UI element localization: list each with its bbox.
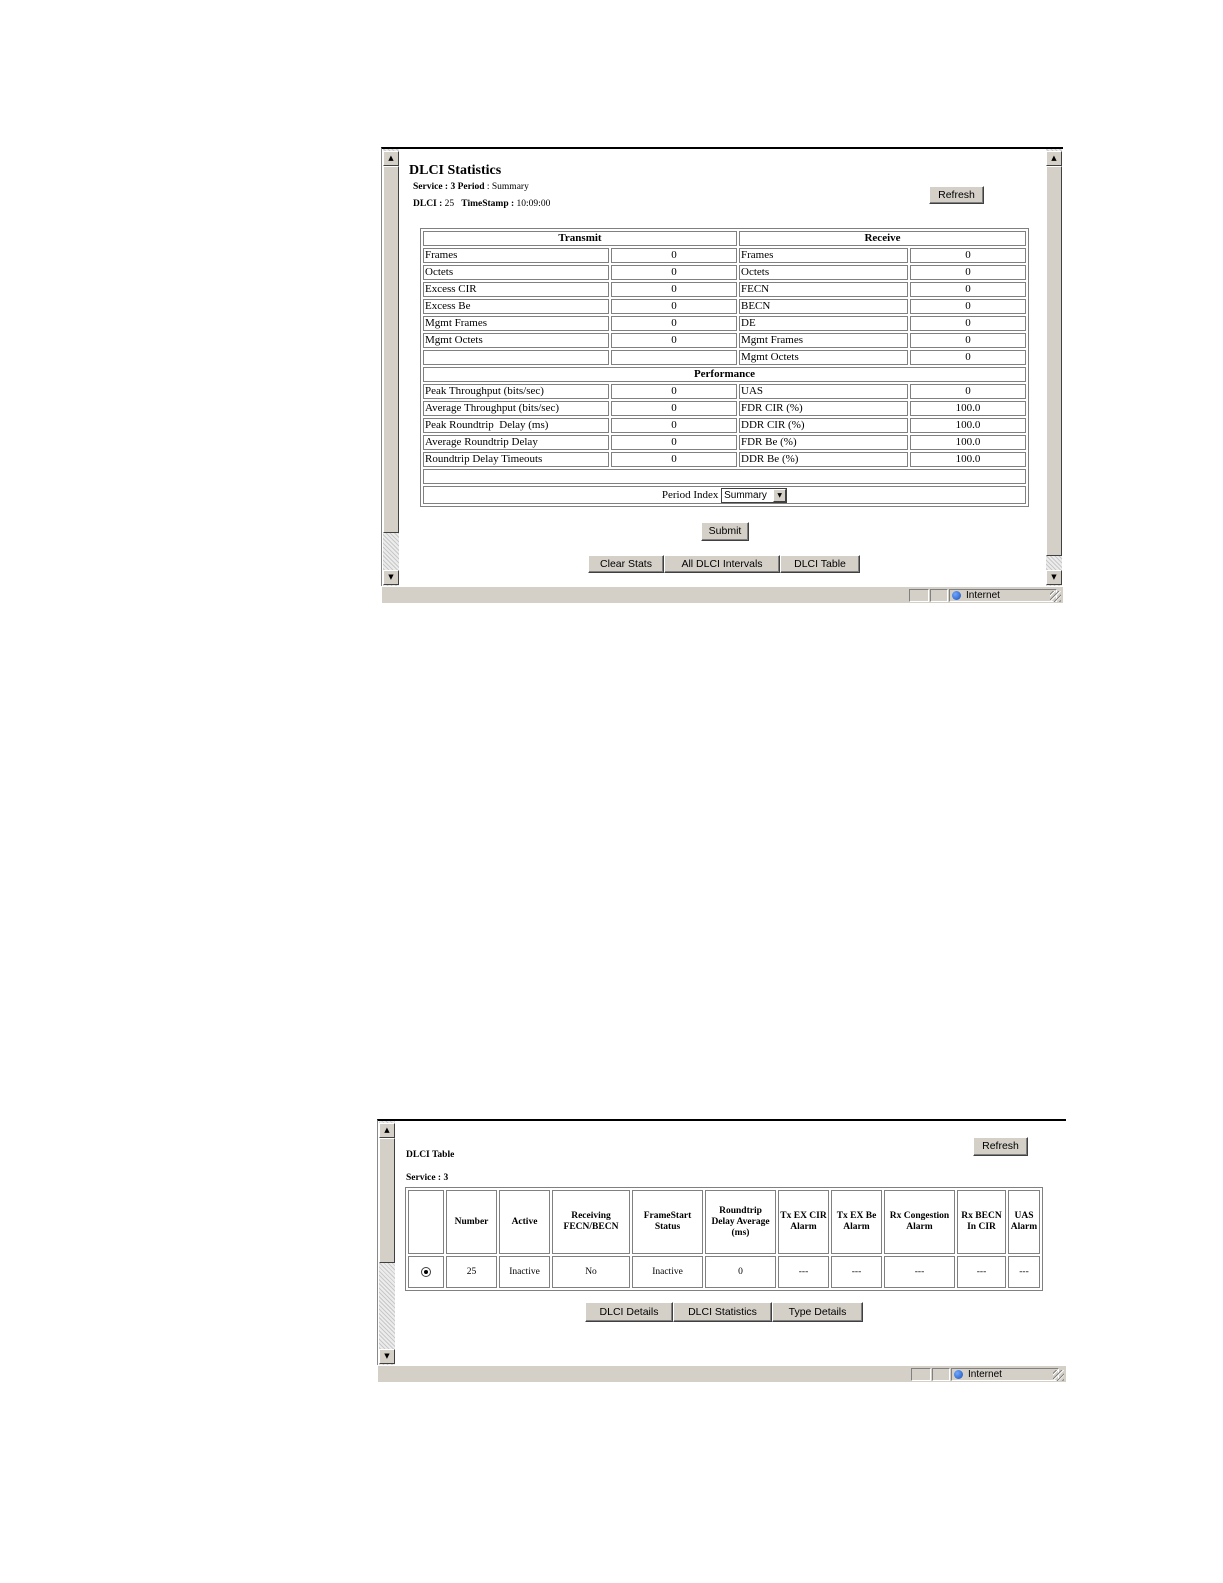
service-label: Service : <box>406 1173 442 1183</box>
perf-rx-value: 100.0 <box>910 401 1026 416</box>
rx-value: 0 <box>910 316 1026 331</box>
cell-number: 25 <box>446 1256 497 1288</box>
performance-header: Performance <box>423 367 1026 382</box>
globe-icon <box>952 591 961 600</box>
service-period-line <box>413 182 529 192</box>
column-header-roundtrip: Roundtrip Delay Average (ms) <box>705 1190 776 1254</box>
tx-value <box>611 350 737 365</box>
submit-button[interactable]: Submit <box>701 522 749 541</box>
cell-rx-congestion: --- <box>884 1256 955 1288</box>
scroll-down-icon[interactable]: ▼ <box>379 1349 395 1364</box>
dlci-details-button[interactable]: DLCI Details <box>585 1302 673 1322</box>
right-scrollbar[interactable] <box>1046 149 1062 586</box>
table-row <box>423 350 1026 365</box>
perf-tx-value: 0 <box>611 418 737 433</box>
status-bar <box>382 586 1063 603</box>
tx-value: 0 <box>611 316 737 331</box>
cell-receiving: No <box>552 1256 630 1288</box>
service-label: Service : <box>413 182 449 192</box>
globe-icon <box>954 1370 963 1379</box>
tx-label <box>423 350 609 365</box>
period-index-row <box>423 486 1026 504</box>
rx-label: Octets <box>739 265 908 280</box>
service-line <box>406 1173 448 1183</box>
status-zone <box>951 1368 1059 1381</box>
cell-tx-ex-be: --- <box>831 1256 882 1288</box>
left-scrollbar[interactable] <box>383 149 399 586</box>
cell-roundtrip: 0 <box>705 1256 776 1288</box>
column-header-rx-becn: Rx BECN In CIR <box>957 1190 1006 1254</box>
rx-label: Mgmt Octets <box>739 350 908 365</box>
table-row <box>423 316 1026 331</box>
resize-grip-icon[interactable] <box>1053 1370 1064 1381</box>
perf-rx-value: 100.0 <box>910 452 1026 467</box>
column-header-select <box>408 1190 444 1254</box>
timestamp-label: TimeStamp : <box>461 199 515 209</box>
rx-value: 0 <box>910 248 1026 263</box>
timestamp-value: 10:09:00 <box>516 199 551 209</box>
cell-tx-ex-cir: --- <box>778 1256 829 1288</box>
status-cell <box>932 1368 950 1381</box>
chevron-down-icon[interactable]: ▼ <box>773 489 786 502</box>
tx-label: Excess CIR <box>423 282 609 297</box>
column-header-rx-congestion: Rx Congestion Alarm <box>884 1190 955 1254</box>
perf-tx-value: 0 <box>611 384 737 399</box>
row-select-cell[interactable] <box>408 1256 444 1288</box>
cell-active: Inactive <box>499 1256 550 1288</box>
transmit-header: Transmit <box>423 231 737 246</box>
tx-label: Frames <box>423 248 609 263</box>
perf-rx-label: FDR Be (%) <box>739 435 908 450</box>
rx-value: 0 <box>910 350 1026 365</box>
perf-tx-label: Peak Roundtrip Delay (ms) <box>423 418 609 433</box>
table-row <box>423 452 1026 467</box>
rx-value: 0 <box>910 299 1026 314</box>
perf-tx-value: 0 <box>611 401 737 416</box>
perf-rx-label: DDR Be (%) <box>739 452 908 467</box>
tx-value: 0 <box>611 299 737 314</box>
tx-value: 0 <box>611 282 737 297</box>
scroll-up-icon[interactable]: ▲ <box>1046 151 1062 166</box>
rx-label: DE <box>739 316 908 331</box>
receive-header: Receive <box>739 231 1026 246</box>
perf-rx-value: 0 <box>910 384 1026 399</box>
column-header-framestart: FrameStart Status <box>632 1190 703 1254</box>
perf-tx-label: Average Throughput (bits/sec) <box>423 401 609 416</box>
scroll-up-icon[interactable]: ▲ <box>383 151 399 166</box>
tx-label: Mgmt Octets <box>423 333 609 348</box>
tx-label: Octets <box>423 265 609 280</box>
rx-label: Mgmt Frames <box>739 333 908 348</box>
status-zone <box>949 589 1057 602</box>
table-row <box>423 265 1026 280</box>
period-value: : Summary <box>486 182 529 192</box>
period-index-label: Period Index <box>661 489 719 501</box>
perf-rx-value: 100.0 <box>910 418 1026 433</box>
perf-rx-label: UAS <box>739 384 908 399</box>
cell-framestart: Inactive <box>632 1256 703 1288</box>
refresh-button[interactable]: Refresh <box>973 1137 1028 1156</box>
tx-value: 0 <box>611 265 737 280</box>
perf-rx-label: FDR CIR (%) <box>739 401 908 416</box>
column-header-tx-ex-cir: Tx EX CIR Alarm <box>778 1190 829 1254</box>
rx-value: 0 <box>910 333 1026 348</box>
service-value: 3 <box>443 1173 449 1183</box>
table-row <box>408 1256 1040 1288</box>
dlci-statistics-window <box>381 147 1063 601</box>
dlci-table <box>405 1187 1043 1291</box>
scroll-thumb[interactable] <box>383 166 399 533</box>
status-cell <box>930 589 948 602</box>
table-row <box>423 435 1026 450</box>
column-header-active: Active <box>499 1190 550 1254</box>
resize-grip-icon[interactable] <box>1050 591 1061 602</box>
left-scrollbar[interactable] <box>379 1121 395 1365</box>
dlci-label: DLCI : <box>413 199 443 209</box>
type-details-button[interactable]: Type Details <box>772 1302 863 1322</box>
dlci-table-button[interactable]: DLCI Table <box>780 555 860 573</box>
column-header-receiving: Receiving FECN/BECN <box>552 1190 630 1254</box>
perf-rx-label: DDR CIR (%) <box>739 418 908 433</box>
service-value: 3 <box>450 182 456 192</box>
tx-value: 0 <box>611 248 737 263</box>
rx-value: 0 <box>910 282 1026 297</box>
spacer-row <box>423 469 1026 484</box>
table-row <box>423 418 1026 433</box>
table-row <box>423 401 1026 416</box>
page-title: DLCI Table <box>406 1150 455 1160</box>
rx-label: Frames <box>739 248 908 263</box>
table-row <box>423 299 1026 314</box>
period-label: Period <box>457 182 485 192</box>
scroll-up-icon[interactable]: ▲ <box>379 1123 395 1138</box>
perf-tx-label: Peak Throughput (bits/sec) <box>423 384 609 399</box>
tx-label: Excess Be <box>423 299 609 314</box>
dlci-statistics-button[interactable]: DLCI Statistics <box>673 1302 772 1322</box>
period-index-selected: Summary <box>724 489 767 501</box>
dlci-timestamp-line <box>413 199 550 209</box>
scroll-thumb[interactable] <box>1046 166 1062 556</box>
dlci-table-window <box>377 1119 1066 1380</box>
column-header-uas: UAS Alarm <box>1008 1190 1040 1254</box>
column-header-tx-ex-be: Tx EX Be Alarm <box>831 1190 882 1254</box>
period-index-select[interactable] <box>721 488 787 503</box>
perf-tx-value: 0 <box>611 452 737 467</box>
scroll-thumb[interactable] <box>379 1138 395 1263</box>
status-cell <box>909 589 929 602</box>
table-row <box>423 248 1026 263</box>
status-zone-text: Internet <box>968 1369 1002 1380</box>
tx-value: 0 <box>611 333 737 348</box>
rx-value: 0 <box>910 265 1026 280</box>
perf-tx-label: Average Roundtrip Delay <box>423 435 609 450</box>
cell-uas: --- <box>1008 1256 1040 1288</box>
table-row <box>423 384 1026 399</box>
cell-rx-becn: --- <box>957 1256 1006 1288</box>
table-row <box>423 282 1026 297</box>
page-title: DLCI Statistics <box>409 163 502 178</box>
scroll-down-icon[interactable]: ▼ <box>383 570 399 585</box>
refresh-button[interactable]: Refresh <box>929 186 984 204</box>
rx-label: FECN <box>739 282 908 297</box>
all-dlci-intervals-button[interactable]: All DLCI Intervals <box>664 555 780 573</box>
column-header-number: Number <box>446 1190 497 1254</box>
dlci-value: 25 <box>444 199 455 209</box>
tx-label: Mgmt Frames <box>423 316 609 331</box>
status-cell <box>911 1368 931 1381</box>
perf-rx-value: 100.0 <box>910 435 1026 450</box>
rx-label: BECN <box>739 299 908 314</box>
perf-tx-label: Roundtrip Delay Timeouts <box>423 452 609 467</box>
status-zone-text: Internet <box>966 590 1000 601</box>
table-row <box>423 333 1026 348</box>
statistics-table <box>420 228 1029 507</box>
status-bar <box>378 1365 1066 1382</box>
scroll-down-icon[interactable]: ▼ <box>1046 570 1062 585</box>
perf-tx-value: 0 <box>611 435 737 450</box>
clear-stats-button[interactable]: Clear Stats <box>588 555 664 573</box>
radio-selected-icon[interactable] <box>421 1267 431 1277</box>
